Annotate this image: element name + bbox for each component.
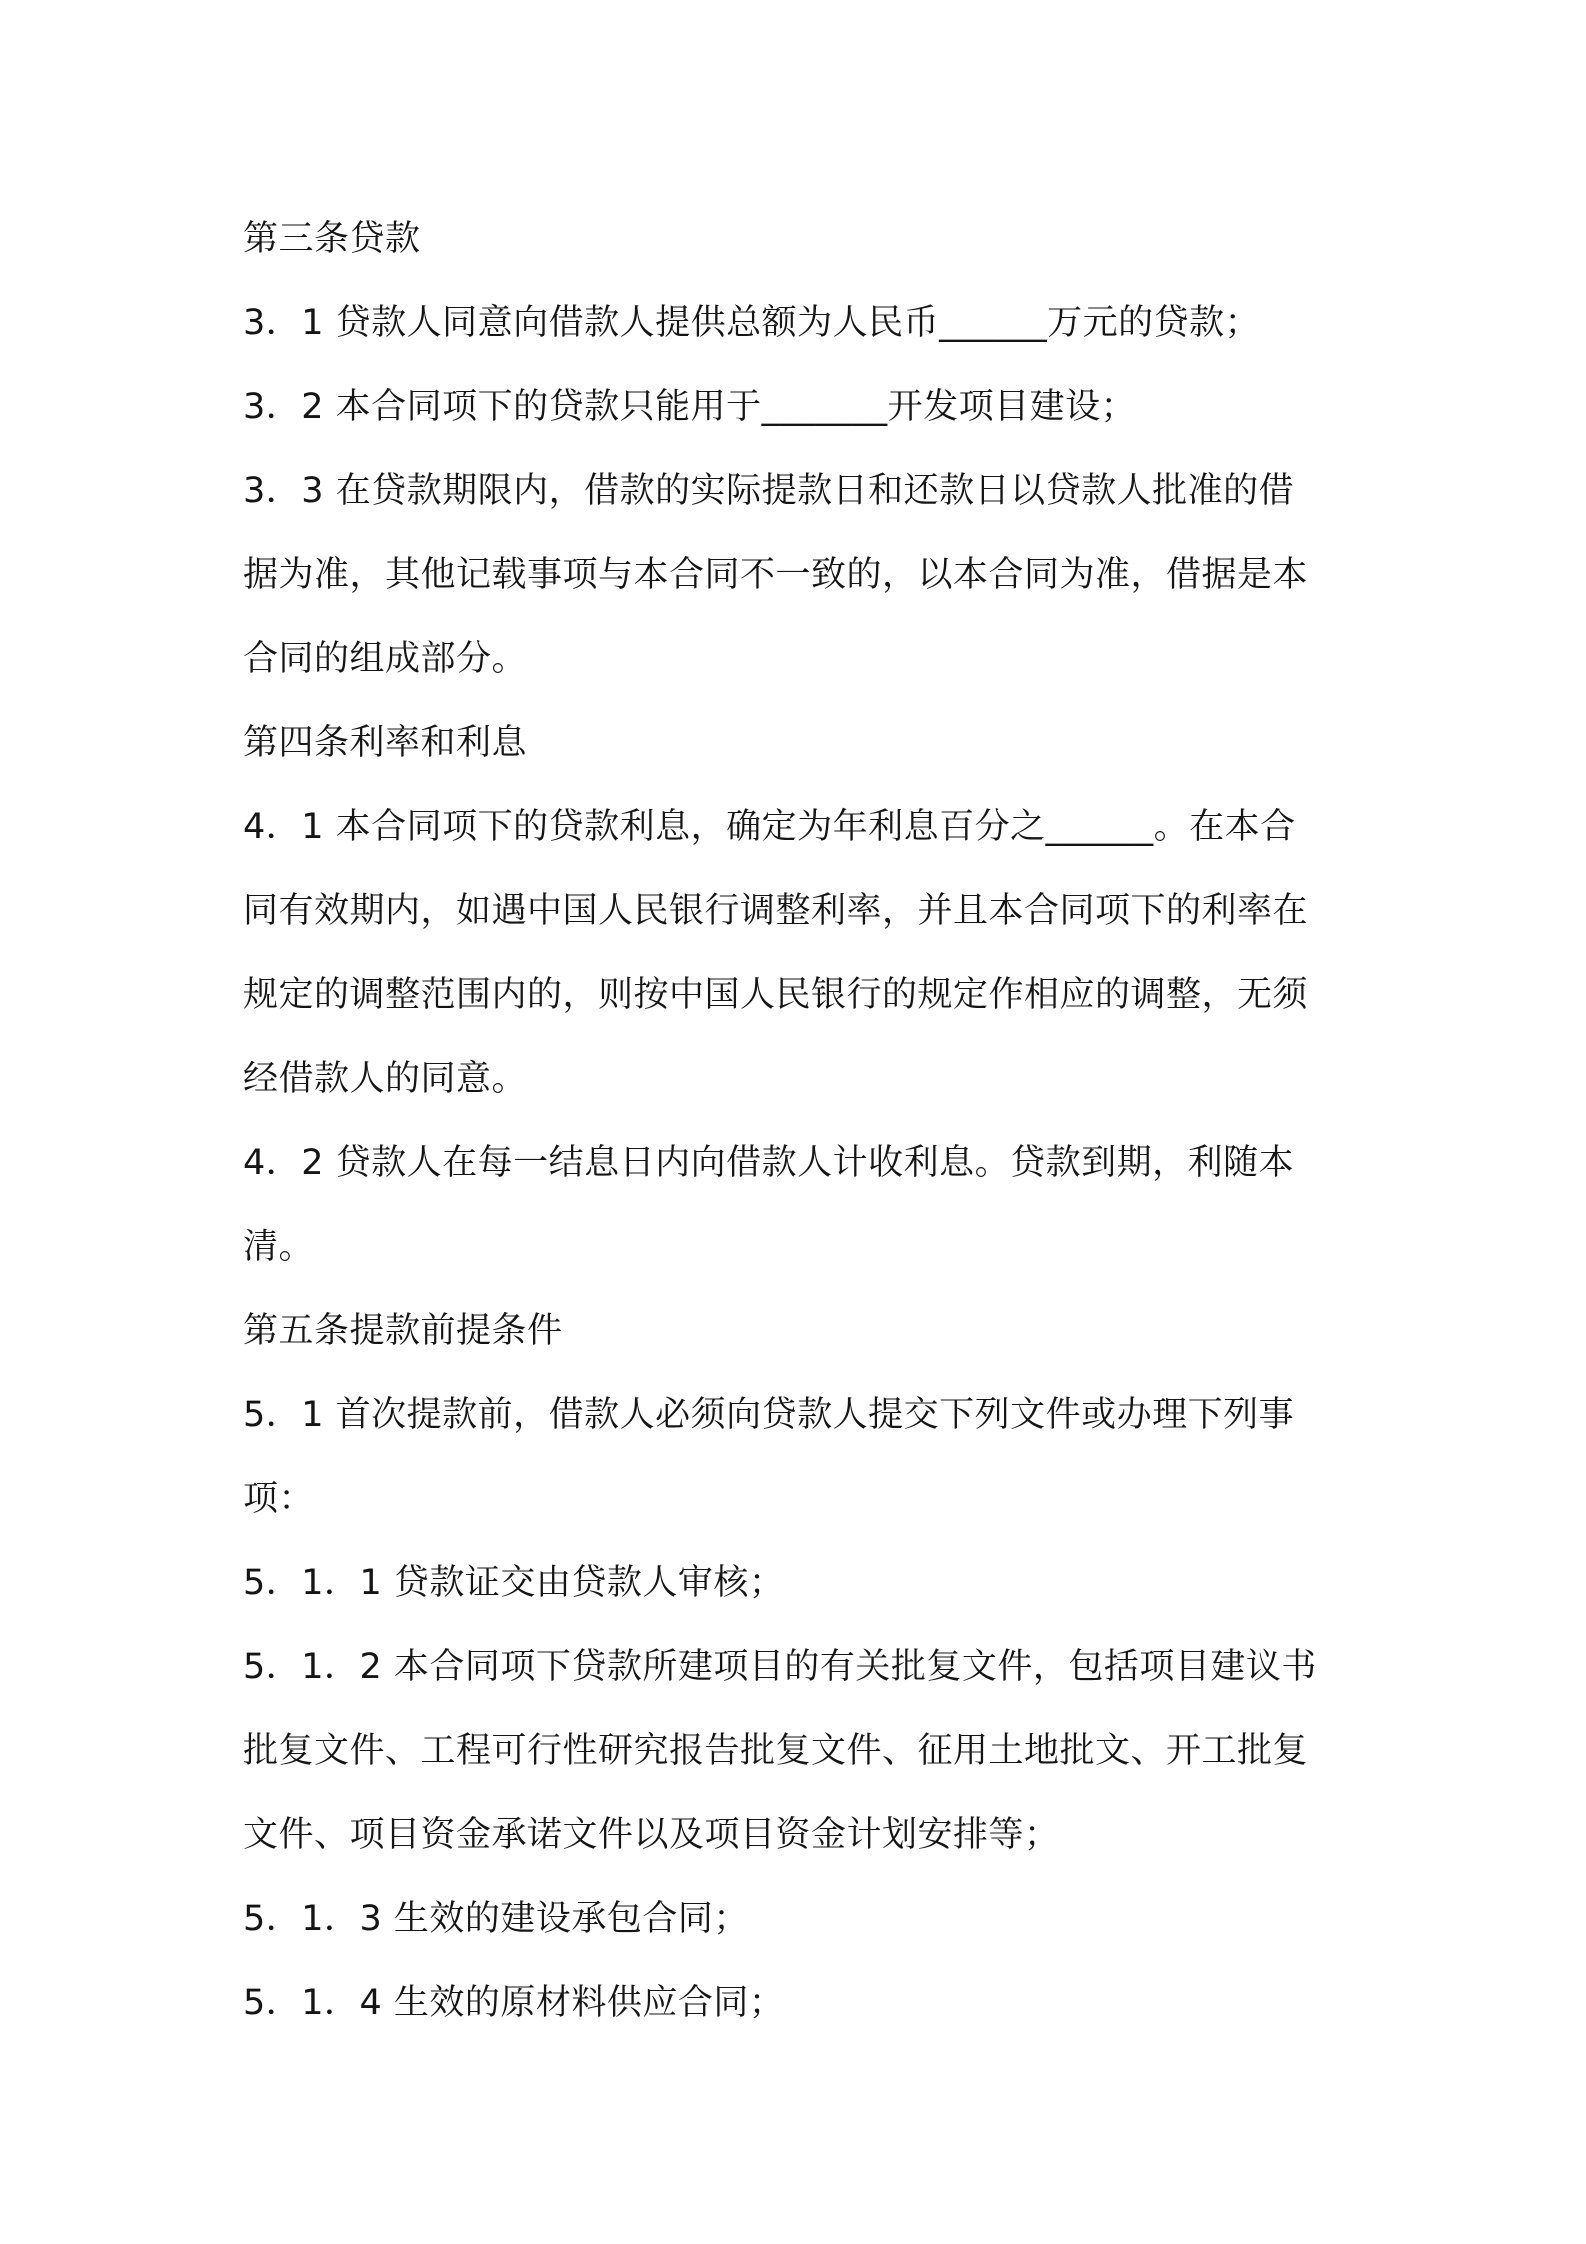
clause-5-1-2-line-1: 5．1．2 本合同项下贷款所建项目的有关批复文件，包括项目建议书: [243, 1647, 1317, 1687]
section-heading-5: 第五条提款前提条件: [243, 1311, 563, 1351]
clause-4-2-line-2: 清。: [243, 1227, 315, 1267]
clause-5-1-2-line-2: 批复文件、工程可行性研究报告批复文件、征用土地批文、开工批复: [243, 1731, 1309, 1771]
clause-3-3-line-3: 合同的组成部分。: [243, 639, 528, 679]
clause-3-2: 3．2 本合同项下的贷款只能用于_______开发项目建设；: [243, 387, 1137, 427]
clause-4-1-line-3: 规定的调整范围内的，则按中国人民银行的规定作相应的调整，无须: [243, 975, 1309, 1015]
clause-4-1-line-1: 4．1 本合同项下的贷款利息，确定为年利息百分之______。在本合: [243, 807, 1296, 847]
clause-4-1-line-2: 同有效期内，如遇中国人民银行调整利率，并且本合同项下的利率在: [243, 891, 1309, 931]
clause-4-1-line-4: 经借款人的同意。: [243, 1059, 528, 1099]
clause-3-1: 3．1 贷款人同意向借款人提供总额为人民币______万元的贷款；: [243, 303, 1261, 343]
document-body: [243, 197, 1363, 2045]
clause-5-1-line-1: 5．1 首次提款前，借款人必须向贷款人提交下列文件或办理下列事: [243, 1395, 1295, 1435]
clause-5-1-line-2: 项：: [243, 1479, 315, 1519]
clause-4-2-line-1: 4．2 贷款人在每一结息日内向借款人计收利息。贷款到期，利随本: [243, 1143, 1295, 1183]
clause-5-1-2-line-3: 文件、项目资金承诺文件以及项目资金计划安排等；: [243, 1815, 1060, 1855]
clause-5-1-1: 5．1．1 贷款证交由贷款人审核；: [243, 1563, 785, 1603]
clause-5-1-4: 5．1．4 生效的原材料供应合同；: [243, 1983, 785, 2023]
clause-3-3-line-2: 据为准，其他记载事项与本合同不一致的，以本合同为准，借据是本: [243, 555, 1309, 595]
clause-5-1-3: 5．1．3 生效的建设承包合同；: [243, 1899, 749, 1939]
section-heading-3: 第三条贷款: [243, 219, 421, 259]
clause-3-3-line-1: 3．3 在贷款期限内，借款的实际提款日和还款日以贷款人批准的借: [243, 471, 1295, 511]
section-heading-4: 第四条利率和利息: [243, 723, 528, 763]
